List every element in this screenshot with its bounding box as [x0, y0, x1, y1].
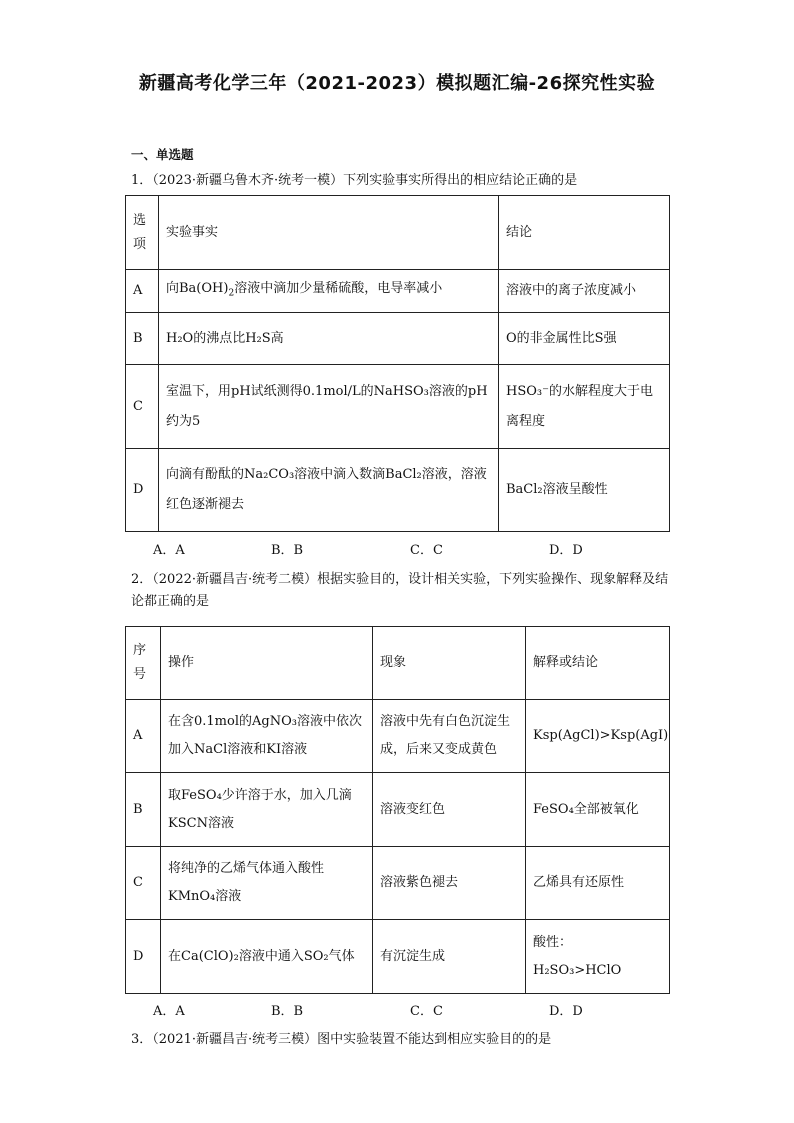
option-label: A [126, 700, 161, 773]
choice-d[interactable]: D．D [549, 1004, 583, 1019]
conclusion-cell: 溶液中的离子浓度减小 [499, 270, 670, 313]
header-cell: 现象 [373, 627, 526, 700]
conclusion-cell: Ksp(AgCl)>Ksp(AgI) [526, 700, 670, 773]
table-row [126, 847, 670, 920]
operation-cell: 在含0.1mol的AgNO₃溶液中依次加入NaCl溶液和KI溶液 [161, 700, 373, 773]
conclusion-cell: FeSO₄全部被氧化 [526, 773, 670, 847]
choice-b[interactable]: B．B [271, 543, 304, 558]
table-row [126, 449, 670, 532]
choice-c[interactable]: C．C [410, 543, 443, 558]
option-label: B [126, 773, 161, 847]
header-cell: 操作 [161, 627, 373, 700]
table-row [126, 365, 670, 449]
operation-cell: 将纯净的乙烯气体通入酸性KMnO₄溶液 [161, 847, 373, 920]
table-row [126, 313, 670, 365]
fact-cell: H₂O的沸点比H₂S高 [159, 313, 499, 365]
option-label: D [126, 920, 161, 994]
phenomenon-cell: 溶液变红色 [373, 773, 526, 847]
option-label: B [126, 313, 159, 365]
choice-c[interactable]: C．C [410, 1004, 443, 1019]
choice-a[interactable]: A．A [153, 1004, 185, 1019]
table-row [126, 773, 670, 847]
page-title: 新疆高考化学三年（2021-2023）模拟题汇编-26探究性实验 [138, 73, 656, 94]
conclusion-cell: 乙烯具有还原性 [526, 847, 670, 920]
operation-cell: 取FeSO₄少许溶于水，加入几滴KSCN溶液 [161, 773, 373, 847]
option-label: C [126, 847, 161, 920]
phenomenon-cell: 有沉淀生成 [373, 920, 526, 994]
fact-cell: 室温下，用pH试纸测得0.1mol/L的NaHSO₃溶液的pH约为5 [159, 365, 499, 449]
table-row [126, 270, 670, 313]
phenomenon-cell: 溶液紫色褪去 [373, 847, 526, 920]
section-heading: 一、单选题 [131, 147, 194, 162]
option-label: C [126, 365, 159, 449]
question-3-stem: 3．（2021·新疆昌吉·统考三模）图中实验装置不能达到相应实验目的的是 [131, 1032, 552, 1047]
operation-cell: 在Ca(ClO)₂溶液中通入SO₂气体 [161, 920, 373, 994]
fact-cell: 向滴有酚酞的Na₂CO₃溶液中滴入数滴BaCl₂溶液，溶液红色逐渐褪去 [159, 449, 499, 532]
choice-b[interactable]: B．B [271, 1004, 304, 1019]
question-2-table [125, 626, 670, 994]
option-label: A [126, 270, 159, 313]
phenomenon-cell: 溶液中先有白色沉淀生成，后来又变成黄色 [373, 700, 526, 773]
table-row [126, 920, 670, 994]
choice-a[interactable]: A．A [153, 543, 185, 558]
conclusion-cell: BaCl₂溶液呈酸性 [499, 449, 670, 532]
table-header-row [126, 196, 670, 270]
table-header-row [126, 627, 670, 700]
table-row [126, 700, 670, 773]
question-2-stem: 2．（2022·新疆昌吉·统考二模）根据实验目的，设计相关实验，下列实验操作、现象解释及结论都正确的是 [131, 572, 669, 609]
conclusion-cell: 酸性： H₂SO₃>HClO [526, 920, 670, 994]
fact-cell: 向$Ba(OH)_2$溶液中滴加少量稀硫酸，电导率减小 [159, 270, 499, 313]
header-cell: 序 号 [126, 627, 161, 700]
question-1-table [125, 195, 670, 532]
conclusion-cell: O的非金属性比S强 [499, 313, 670, 365]
header-cell: 实验事实 [159, 196, 499, 270]
header-cell: 解释或结论 [526, 627, 670, 700]
question-1-stem: 1．（2023·新疆乌鲁木齐·统考一模）下列实验事实所得出的相应结论正确的是 [131, 173, 578, 188]
choice-d[interactable]: D．D [549, 543, 583, 558]
header-cell: 结论 [499, 196, 670, 270]
option-label: D [126, 449, 159, 532]
header-cell: 选 项 [126, 196, 159, 270]
conclusion-cell: HSO₃⁻的水解程度大于电离程度 [499, 365, 670, 449]
